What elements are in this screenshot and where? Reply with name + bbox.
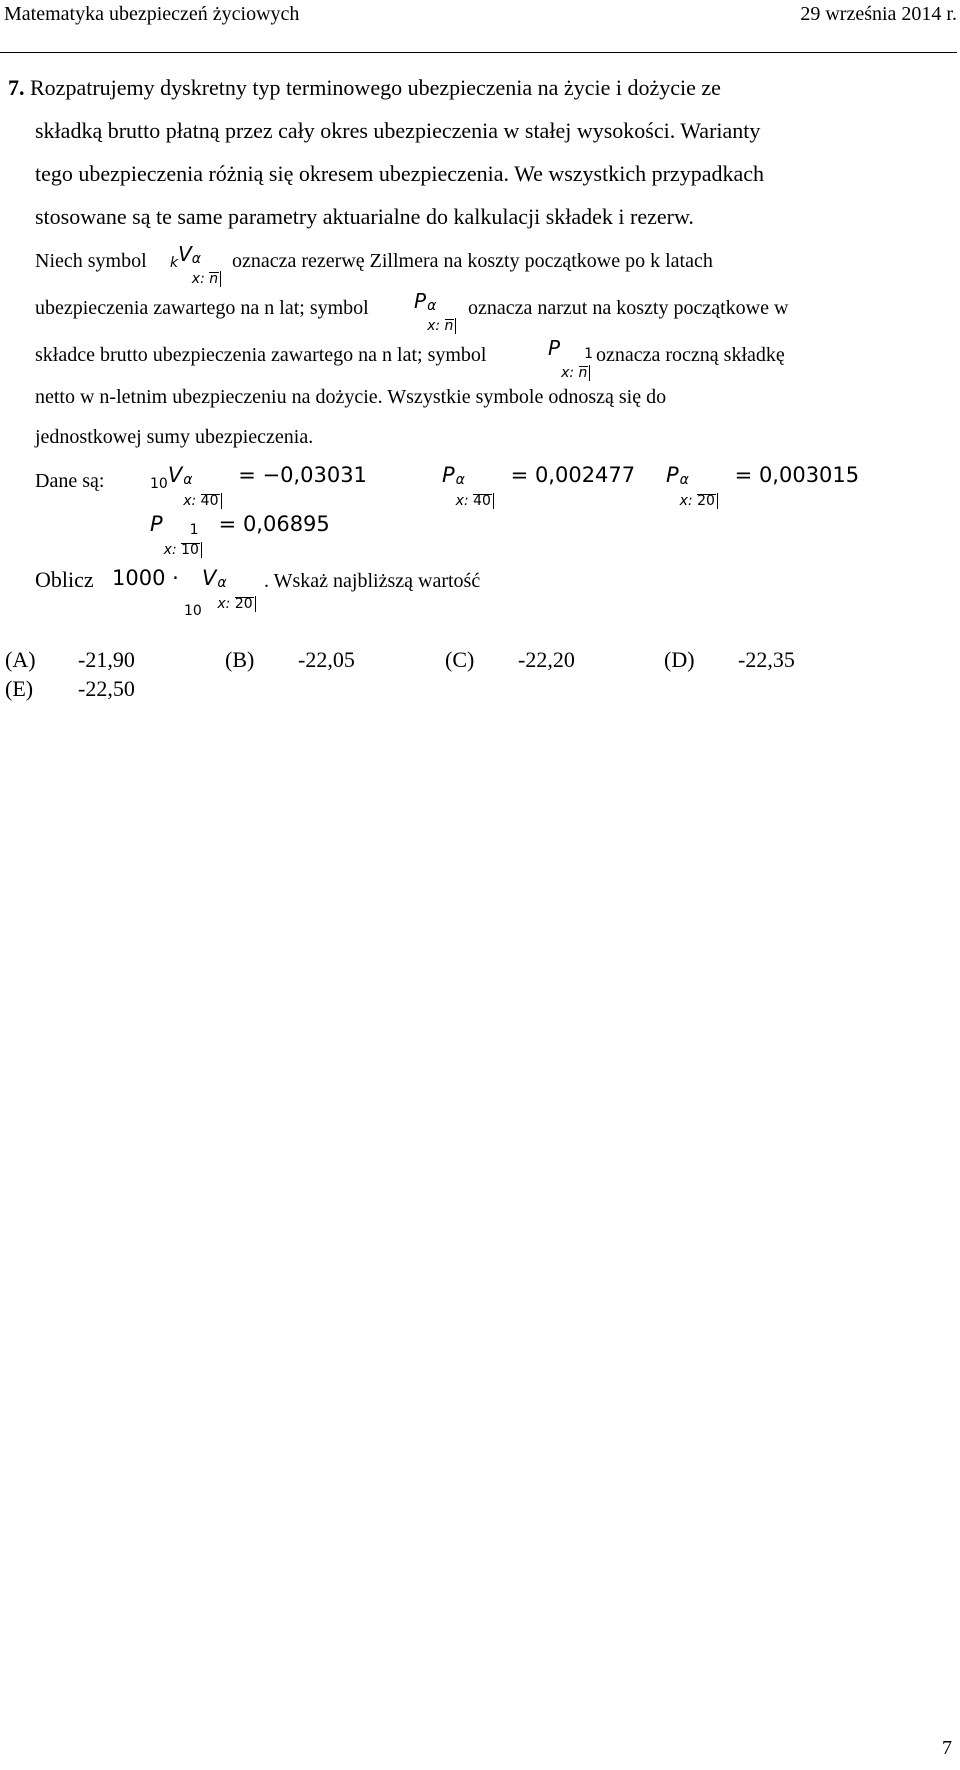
answer-b-label: (B) [225,647,255,672]
given-loading-40-value: = 0,002477 [510,463,636,487]
compute-instruction: . Wskaż najbliższą wartość [264,570,481,592]
problem-line-3: tego ubezpieczenia różnią się okresem ubezpieczenia. We wszystkich przypadkach [35,161,764,186]
answer-b-value: -22,05 [298,647,355,672]
zillmer-reserve-symbol: $_k$V α x: n [170,242,230,271]
document-date: 29 września 2014 r. [800,3,957,25]
given-loading-40: P α x: 40 = 0,002477 [442,463,636,509]
page-header [0,0,957,30]
definition-line-3b: oznacza roczną składkę [596,344,785,366]
definition-line-4: netto w n-letnim ubezpieczeniu na dożycie. Wszystkie symbole odnoszą się do [35,386,667,408]
problem-number: 7. [8,75,25,100]
answer-e-label: (E) [5,676,34,701]
answer-d-label: (D) [664,647,695,672]
answer-a-label: (A) [5,647,36,672]
answer-e-value: -22,50 [78,676,135,701]
definition-line-3a: składce brutto ubezpieczenia zawartego na n lat; symbol [35,344,487,366]
given-loading-20-value: = 0,003015 [734,463,860,487]
document-title: Matematyka ubezpieczeń życiowych [4,3,300,25]
header-divider [0,52,957,53]
problem-line-4: stosowane są te same parametry aktuarialne do kalkulacji składek i rezerw. [35,204,694,229]
given-label: Dane są: [35,470,105,492]
compute-label: Oblicz [35,567,94,592]
compute-factor: 1000 · [112,566,179,590]
given-reserve-10-40: $_{10}$V α x: 40 = −0,03031 [150,463,367,509]
definition-line-1b: oznacza rezerwę Zillmera na koszty początkowe po k latach [232,250,713,272]
given-net-premium-10: P 1 x: 10 = 0,06895 [150,512,330,558]
given-net-premium-value: = 0,06895 [218,512,330,536]
problem-line-1 [8,74,721,102]
answer-a-value: -21,90 [78,647,135,672]
definition-line-5: jednostkowej sumy ubezpieczenia. [35,426,314,448]
definition-line-1a: Niech symbol [35,250,147,272]
loading-symbol: P α x: n [414,289,466,313]
definition-line-2b: oznacza narzut na koszty początkowe w [468,297,789,319]
page-number: 7 [942,1737,952,1759]
answer-c-label: (C) [445,647,475,672]
answer-c-value: -22,20 [518,647,575,672]
answer-d-value: -22,35 [738,647,795,672]
problem-text-1: Rozpatrujemy dyskretny typ terminowego ubezpieczenia na życie i dożycie ze [30,75,721,100]
answer-options [0,645,960,715]
given-reserve-value: = −0,03031 [238,463,367,487]
compute-reserve-symbol: 10 V α x: 20 [184,566,270,590]
given-loading-20: P α x: 20 = 0,003015 [666,463,860,509]
problem-line-2: składką brutto płatną przez cały okres ubezpieczenia w stałej wysokości. Warianty [35,118,761,143]
net-premium-symbol: P 1 x: n [548,336,593,381]
definition-line-2a: ubezpieczenia zawartego na n lat; symbol [35,297,369,319]
